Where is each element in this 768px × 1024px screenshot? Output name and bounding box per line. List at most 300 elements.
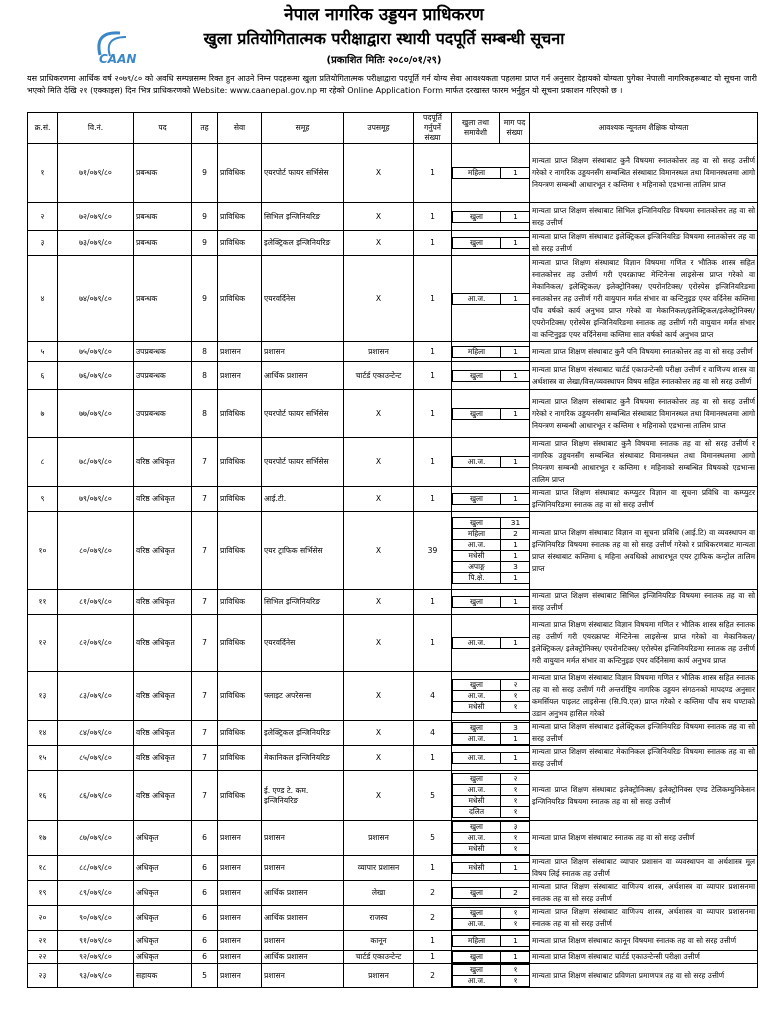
category-name: आ.ज. <box>453 753 501 764</box>
qualification-cell: मान्यता प्राप्त शिक्षण संस्थाबाट वाणिज्य शास्त्र, अर्थशास्त्र वा व्यापार प्रशासनमा स्नातक तह वा सो सरह उत्तीर्ण <box>530 906 758 931</box>
table-row <box>28 881 758 906</box>
adv-no-cell: ८०/०७९/८० <box>58 512 134 590</box>
post-cell: अधिकृत <box>134 856 192 881</box>
level-cell: 7 <box>192 487 218 512</box>
table-row <box>28 721 758 746</box>
category-distribution <box>452 746 530 771</box>
category-distribution <box>452 964 530 988</box>
table-row <box>28 362 758 390</box>
category-count: 1 <box>501 370 530 381</box>
category-count: 1 <box>501 168 530 179</box>
category-count: 1 <box>501 863 530 874</box>
qualification-cell: मान्यता प्राप्त शिक्षण संस्थाबाट स्नातक तह वा सो सरह उत्तीर्ण <box>530 821 758 856</box>
total-cell: 1 <box>414 615 452 672</box>
total-cell: 1 <box>414 362 452 390</box>
qualification-cell: मान्यता प्राप्त शिक्षण संस्थाबाट विज्ञान वा सूचना प्रविधि (आई.टि) वा व्यवस्थापन वा इन्जिनियरिङ विषयमा स्नातक तह वा सो सरह उत्तीर्ण गरेको र प्राधिकरणबाट मान्यता प्राप्त संस्थाबाट कम्तिमा ६ महिना अवधिको आधारभूत एयर ट्राफिक कन्ट्रोल तालिम प्राप्त <box>530 512 758 590</box>
qualification-cell: मान्यता प्राप्त शिक्षण संस्थाबाट चार्टर्ड एकाउन्टेन्सी परीक्षा उत्तीर्ण <box>530 951 758 964</box>
serial-cell: ५ <box>28 342 58 362</box>
service-cell: प्रशासन <box>218 856 262 881</box>
adv-no-cell: ७९/०७९/८० <box>58 487 134 512</box>
category-count: १ <box>501 907 530 918</box>
category-distribution <box>452 487 530 512</box>
adv-no-cell: ७२/०७९/८० <box>58 203 134 231</box>
service-cell: प्रशासन <box>218 931 262 951</box>
category-count: 1 <box>501 573 530 584</box>
category-distribution <box>452 721 530 746</box>
table-row <box>28 203 758 231</box>
level-cell: 7 <box>192 746 218 771</box>
category-distribution <box>452 821 530 856</box>
category-name: आ.ज. <box>453 833 501 844</box>
col-level-header: तह <box>192 113 218 144</box>
subgroup-cell: X <box>344 231 414 256</box>
category-name: महिला <box>453 529 501 540</box>
category-name: खुला <box>453 494 501 505</box>
qualification-cell: मान्यता प्राप्त शिक्षण संस्थाबाट विज्ञान विषयमा गणित र भौतिक शास्त्र सहित स्नातक तह वा सो सरह उत्तीर्ण गरी अन्तर्राष्ट्रिय नागरिक उड्डयन संगठनको मापदण्ड अनुसार कमर्सियल पाइलट लाइसेन्स (सि.पि.एल) प्राप्त गरेको र कम्तिमा पाँच सय घण्टाको उडान अनुभव हासिल गरेको <box>530 672 758 721</box>
category-name: महिला <box>453 168 501 179</box>
table-header-row <box>28 113 758 144</box>
subgroup-cell: लेखा <box>344 881 414 906</box>
serial-cell: ९ <box>28 487 58 512</box>
total-cell: 1 <box>414 951 452 964</box>
level-cell: 7 <box>192 771 218 821</box>
qualification-cell: मान्यता प्राप्त शिक्षण संस्थाबाट मेकानिकल इन्जिनियरिङ विषयमा स्नातक तह वा सो सरह उत्तीर्ण <box>530 746 758 771</box>
category-count: १ <box>501 965 530 976</box>
category-count: 1 <box>501 753 530 764</box>
category-count: 1 <box>501 952 530 963</box>
category-count: 1 <box>501 293 530 304</box>
table-row <box>28 144 758 203</box>
post-cell: वरिष्ठ अधिकृत <box>134 746 192 771</box>
subgroup-cell: X <box>344 721 414 746</box>
category-count: 1 <box>501 238 530 249</box>
category-name: मधेसी <box>453 551 501 562</box>
category-name: दलित <box>453 807 501 818</box>
serial-cell: ८ <box>28 438 58 487</box>
category-name: खुला <box>453 518 501 529</box>
qualification-cell: मान्यता प्राप्त शिक्षण संस्थाबाट कुनै विषयमा स्नातकोत्तर तह वा सो सरह उत्तीर्ण गरेको र नागरिक उड्डयनसँग सम्बन्धित संस्थाबाट विमानस्थल तथा विमानस्थलमा आगो नियन्त्रण सम्बन्धी आधारभूत र कम्तिमा १ महिनाको एडभान्स तालिम प्राप्त <box>530 144 758 203</box>
serial-cell: २३ <box>28 964 58 988</box>
col-group-header: समूह <box>262 113 344 144</box>
vacancy-table <box>27 112 758 988</box>
subgroup-cell: राजस्व <box>344 906 414 931</box>
category-count: १ <box>501 807 530 818</box>
qualification-cell: मान्यता प्राप्त शिक्षण संस्थाबाट प्रविणता प्रमाणपत्र तह वा सो सरह उत्तीर्ण <box>530 964 758 988</box>
category-count: २ <box>501 774 530 785</box>
category-count: १ <box>501 796 530 807</box>
adv-no-cell: ८९/०७९/८० <box>58 881 134 906</box>
category-count: 1 <box>501 551 530 562</box>
total-cell: 5 <box>414 771 452 821</box>
serial-cell: ३ <box>28 231 58 256</box>
table-row <box>28 951 758 964</box>
category-distribution <box>452 144 530 203</box>
category-count: 1 <box>501 540 530 551</box>
service-cell: प्रशासन <box>218 362 262 390</box>
adv-no-cell: ७८/०७९/८० <box>58 438 134 487</box>
service-cell: प्रशासन <box>218 342 262 362</box>
category-count: १ <box>501 844 530 855</box>
subgroup-cell: X <box>344 615 414 672</box>
total-cell: 1 <box>414 590 452 615</box>
category-distribution <box>452 438 530 487</box>
level-cell: 7 <box>192 438 218 487</box>
category-distribution <box>452 390 530 438</box>
total-cell: 1 <box>414 231 452 256</box>
category-count: 1 <box>501 935 530 946</box>
group-cell: एयरपोर्ट फायर सर्भिसेस <box>262 144 344 203</box>
subgroup-cell: प्रशासन <box>344 342 414 362</box>
category-count: 1 <box>501 597 530 608</box>
category-name: खुला <box>453 370 501 381</box>
post-cell: वरिष्ठ अधिकृत <box>134 721 192 746</box>
col-adv-no-header: वि.नं. <box>58 113 134 144</box>
total-cell: 1 <box>414 203 452 231</box>
level-cell: 9 <box>192 203 218 231</box>
category-name: आ.ज. <box>453 785 501 796</box>
qualification-cell: मान्यता प्राप्त शिक्षण संस्थाबाट विज्ञान विषयमा गणित र भौतिक शास्त्र सहित स्नातक तह उत्तीर्ण गरी एयरक्राफ्ट मेन्टिनेन्स लाइसेन्स प्राप्त गरेको वा मेकानिकल/इलेक्ट्रिकल/ इलेक्ट्रोनिक्स/ एयरोनटिक्स/ एरोस्पेस इन्जिनियरिङमा स्नातक तह उत्तीर्ण गरी वायुयान मर्मत संभार वा कन्टिनुइङ एयर वर्दिनेसमा कार्य अनुभव प्राप्त <box>530 615 758 672</box>
subgroup-cell: प्रशासन <box>344 821 414 856</box>
post-cell: अधिकृत <box>134 951 192 964</box>
post-cell: अधिकृत <box>134 881 192 906</box>
category-distribution <box>452 342 530 362</box>
category-name: खुला <box>453 907 501 918</box>
group-cell: प्रशासन <box>262 342 344 362</box>
level-cell: 7 <box>192 512 218 590</box>
level-cell: 8 <box>192 362 218 390</box>
qualification-cell: मान्यता प्राप्त शिक्षण संस्थाबाट कुनै पनि विषयमा स्नातकोत्तर तह वा सो सरह उत्तीर्ण <box>530 342 758 362</box>
table-row <box>28 256 758 342</box>
total-cell: 4 <box>414 721 452 746</box>
group-cell: ई. एण्ड टे. कम. इन्जिनियरिङ <box>262 771 344 821</box>
level-cell: 8 <box>192 342 218 362</box>
category-count: १ <box>501 702 530 713</box>
category-name: मधेसी <box>453 863 501 874</box>
category-name: खुला <box>453 597 501 608</box>
service-cell: प्राविधिक <box>218 512 262 590</box>
category-distribution <box>452 771 530 821</box>
category-count: १ <box>501 785 530 796</box>
table-row <box>28 821 758 856</box>
adv-no-cell: ७१/०७९/८० <box>58 144 134 203</box>
category-name: मधेसी <box>453 702 501 713</box>
qualification-cell: मान्यता प्राप्त शिक्षण संस्थाबाट सिभिल इन्जिनियरिङ विषयमा स्नातकोत्तर तह वा सो सरह उत्तीर्ण <box>530 203 758 231</box>
total-cell: 1 <box>414 746 452 771</box>
table-row <box>28 390 758 438</box>
service-cell: प्राविधिक <box>218 438 262 487</box>
adv-no-cell: ८८/०७९/८० <box>58 856 134 881</box>
serial-cell: १४ <box>28 721 58 746</box>
group-cell: आर्थिक प्रशासन <box>262 881 344 906</box>
serial-cell: १० <box>28 512 58 590</box>
category-distribution <box>452 203 530 231</box>
group-cell: फ्लाइट अपरेसन्स <box>262 672 344 721</box>
total-cell: 4 <box>414 672 452 721</box>
col-total-header: पदपूर्ति गर्नुपर्ने संख्या <box>414 113 452 144</box>
table-row <box>28 672 758 721</box>
service-cell: प्राविधिक <box>218 672 262 721</box>
total-cell: 1 <box>414 256 452 342</box>
category-count: 1 <box>501 408 530 419</box>
category-name: महिला <box>453 346 501 357</box>
group-cell: आर्थिक प्रशासन <box>262 951 344 964</box>
post-cell: अधिकृत <box>134 931 192 951</box>
category-name: खुला <box>453 952 501 963</box>
subgroup-cell: X <box>344 144 414 203</box>
post-cell: वरिष्ठ अधिकृत <box>134 512 192 590</box>
serial-cell: ११ <box>28 590 58 615</box>
service-cell: प्राविधिक <box>218 231 262 256</box>
col-subgroup-header: उपसमूह <box>344 113 414 144</box>
serial-cell: २ <box>28 203 58 231</box>
total-cell: 1 <box>414 856 452 881</box>
published-date: (प्रकाशित मितिः २०८०/०१/२९) <box>326 55 442 66</box>
serial-cell: १९ <box>28 881 58 906</box>
category-count: 1 <box>501 494 530 505</box>
notice-subtitle: खुला प्रतियोगितात्मक परीक्षाद्वारा स्थायी पदपूर्ति सम्बन्धी सूचना <box>203 29 565 48</box>
serial-cell: ७ <box>28 390 58 438</box>
subgroup-cell: X <box>344 256 414 342</box>
category-name: खुला <box>453 211 501 222</box>
table-row <box>28 590 758 615</box>
col-demand-header: माग पद संख्या <box>500 113 530 144</box>
table-row <box>28 906 758 931</box>
table-row <box>28 231 758 256</box>
post-cell: वरिष्ठ अधिकृत <box>134 590 192 615</box>
category-distribution <box>452 512 530 590</box>
serial-cell: १२ <box>28 615 58 672</box>
service-cell: प्राविधिक <box>218 771 262 821</box>
adv-no-cell: ८४/०७९/८० <box>58 721 134 746</box>
qualification-cell: मान्यता प्राप्त शिक्षण संस्थाबाट कम्प्युटर विज्ञान वा सूचना प्रविधि वा कम्प्युटर इन्जिनियरिङमा स्नातक तह वा सो सरह उत्तीर्ण <box>530 487 758 512</box>
total-cell: 1 <box>414 931 452 951</box>
table-row <box>28 615 758 672</box>
adv-no-cell: ७४/०७९/८० <box>58 256 134 342</box>
level-cell: 7 <box>192 590 218 615</box>
category-name: पि.क्षे. <box>453 573 501 584</box>
qualification-cell: मान्यता प्राप्त शिक्षण संस्थाबाट वाणिज्य शास्त्र, अर्थशास्त्र वा व्यापार प्रशासनमा स्नातक तह वा सो सरह उत्तीर्ण <box>530 881 758 906</box>
post-cell: उपप्रबन्धक <box>134 390 192 438</box>
service-cell: प्राविधिक <box>218 256 262 342</box>
table-row <box>28 746 758 771</box>
post-cell: सहायक <box>134 964 192 988</box>
adv-no-cell: ८१/०७९/८० <box>58 590 134 615</box>
table-row <box>28 856 758 881</box>
level-cell: 9 <box>192 256 218 342</box>
table-row <box>28 438 758 487</box>
level-cell: 7 <box>192 615 218 672</box>
table-row <box>28 512 758 590</box>
total-cell: 2 <box>414 906 452 931</box>
qualification-cell: मान्यता प्राप्त शिक्षण संस्थाबाट सिभिल इन्जिनियरिङ विषयमा स्नातक तह वा सो सरह उत्तीर्ण <box>530 590 758 615</box>
category-name: आ.ज. <box>453 638 501 649</box>
subgroup-cell: X <box>344 487 414 512</box>
adv-no-cell: ९१/०७९/८० <box>58 931 134 951</box>
table-row <box>28 342 758 362</box>
level-cell: 6 <box>192 951 218 964</box>
level-cell: 9 <box>192 144 218 203</box>
category-distribution <box>452 615 530 672</box>
qualification-cell: मान्यता प्राप्त शिक्षण संस्थाबाट इलेक्ट्रोनिक्स/ इलेक्ट्रोनिक्स एण्ड टेलिकम्युनिकेसन इन्जिनियरिङ विषयमा स्नातक तह वा सो सरह उत्तीर्ण <box>530 771 758 821</box>
post-cell: प्रबन्धक <box>134 231 192 256</box>
group-cell: एयरपोर्ट फायर सर्भिसेस <box>262 390 344 438</box>
group-cell: मेकानिकल इन्जिनियरिङ <box>262 746 344 771</box>
serial-cell: १ <box>28 144 58 203</box>
qualification-cell: मान्यता प्राप्त शिक्षण संस्थाबाट कुनै विषयमा स्नातकोत्तर तह वा सो सरह उत्तीर्ण गरेको र नागरिक उड्डयनसँग सम्बन्धित संस्थाबाट विमानस्थल तथा विमानस्थलमा आगो नियन्त्रण सम्बन्धी आधारभूत र कम्तिमा १ महिनाको एडभान्स तालिम प्राप्त <box>530 390 758 438</box>
category-distribution <box>452 231 530 256</box>
category-distribution <box>452 906 530 931</box>
subgroup-cell: X <box>344 512 414 590</box>
post-cell: अधिकृत <box>134 906 192 931</box>
level-cell: 8 <box>192 390 218 438</box>
group-cell: प्रशासन <box>262 856 344 881</box>
category-count: 1 <box>501 638 530 649</box>
category-count: १ <box>501 833 530 844</box>
subgroup-cell: X <box>344 203 414 231</box>
col-service-header: सेवा <box>218 113 262 144</box>
level-cell: 6 <box>192 906 218 931</box>
category-distribution <box>452 590 530 615</box>
post-cell: वरिष्ठ अधिकृत <box>134 438 192 487</box>
group-cell: इलेक्ट्रिकल इन्जिनियरिङ <box>262 231 344 256</box>
group-cell: आर्थिक प्रशासन <box>262 906 344 931</box>
post-cell: उपप्रबन्धक <box>134 342 192 362</box>
group-cell: प्रशासन <box>262 821 344 856</box>
category-count: २ <box>501 680 530 691</box>
category-count: 2 <box>501 529 530 540</box>
qualification-cell: मान्यता प्राप्त शिक्षण संस्थाबाट इलेक्ट्रिकल इन्जिनियरिङ विषयमा स्नातकोत्तर तह वा सो सरह उत्तीर्ण <box>530 231 758 256</box>
total-cell: 1 <box>414 144 452 203</box>
adv-no-cell: ८२/०७९/८० <box>58 615 134 672</box>
table-row <box>28 487 758 512</box>
group-cell: आई.टी. <box>262 487 344 512</box>
category-name: महिला <box>453 935 501 946</box>
subgroup-cell: चार्टर्ड एकाउन्टेन्ट <box>344 951 414 964</box>
group-cell: एयरवर्दिनेस <box>262 256 344 342</box>
category-distribution <box>452 951 530 964</box>
total-cell: 1 <box>414 438 452 487</box>
service-cell: प्राविधिक <box>218 390 262 438</box>
category-name: आ.ज. <box>453 976 501 987</box>
category-name: मधेसी <box>453 796 501 807</box>
category-count: 31 <box>501 518 530 529</box>
post-cell: उपप्रबन्धक <box>134 362 192 390</box>
level-cell: 9 <box>192 231 218 256</box>
level-cell: 7 <box>192 672 218 721</box>
serial-cell: २१ <box>28 931 58 951</box>
group-cell: एयर ट्राफिक सर्भिसेस <box>262 512 344 590</box>
category-count: १ <box>501 976 530 987</box>
adv-no-cell: ८६/०७९/८० <box>58 771 134 821</box>
category-distribution <box>452 672 530 721</box>
category-name: खुला <box>453 774 501 785</box>
total-cell: 1 <box>414 487 452 512</box>
subgroup-cell: X <box>344 771 414 821</box>
adv-no-cell: ७५/०७९/८० <box>58 342 134 362</box>
service-cell: प्राविधिक <box>218 203 262 231</box>
group-cell: एयरवर्दिनेस <box>262 615 344 672</box>
adv-no-cell: ८३/०७९/८० <box>58 672 134 721</box>
level-cell: 6 <box>192 881 218 906</box>
adv-no-cell: ७३/०७९/८० <box>58 231 134 256</box>
category-distribution <box>452 362 530 390</box>
level-cell: 7 <box>192 721 218 746</box>
logo-text: CAAN <box>99 52 137 65</box>
category-name: खुला <box>453 238 501 249</box>
serial-cell: २० <box>28 906 58 931</box>
service-cell: प्राविधिक <box>218 615 262 672</box>
total-cell: 2 <box>414 881 452 906</box>
subgroup-cell: कानून <box>344 931 414 951</box>
adv-no-cell: ७७/०७९/८० <box>58 390 134 438</box>
adv-no-cell: ९२/०७९/८० <box>58 951 134 964</box>
qualification-cell: मान्यता प्राप्त शिक्षण संस्थाबाट कानून विषयमा स्नातक तह वा सो सरह उत्तीर्ण <box>530 931 758 951</box>
service-cell: प्राविधिक <box>218 487 262 512</box>
subgroup-cell: X <box>344 672 414 721</box>
table-row <box>28 931 758 951</box>
group-cell: आर्थिक प्रशासन <box>262 362 344 390</box>
category-name: आ.ज. <box>453 540 501 551</box>
qualification-cell: मान्यता प्राप्त शिक्षण संस्थाबाट इलेक्ट्रिकल इन्जिनियरिङ विषयमा स्नातक तह वा सो सरह उत्तीर्ण <box>530 721 758 746</box>
subgroup-cell: व्यापार प्रशासन <box>344 856 414 881</box>
service-cell: प्रशासन <box>218 951 262 964</box>
qualification-cell: मान्यता प्राप्त शिक्षण संस्थाबाट चार्टर्ड एकाउन्टेन्सी परीक्षा उत्तीर्ण र वाणिज्य शास्त्र वा अर्थशास्त्र वा लेखा/वित्त/व्यवस्थापन विषय सहित स्नातकोत्तर तह वा सो सरह उत्तीर्ण <box>530 362 758 390</box>
category-count: 3 <box>501 722 530 733</box>
category-name: खुला <box>453 888 501 899</box>
serial-cell: १८ <box>28 856 58 881</box>
category-name: आ.ज. <box>453 457 501 468</box>
category-distribution <box>452 256 530 342</box>
category-name: खुला <box>453 722 501 733</box>
category-name: खुला <box>453 408 501 419</box>
category-count: 1 <box>501 211 530 222</box>
category-name: आ.ज. <box>453 293 501 304</box>
group-cell: सिभिल इन्जिनियरिङ <box>262 590 344 615</box>
level-cell: 6 <box>192 856 218 881</box>
service-cell: प्राविधिक <box>218 746 262 771</box>
category-name: आ.ज. <box>453 918 501 929</box>
category-name: आ.ज. <box>453 691 501 702</box>
qualification-cell: मान्यता प्राप्त शिक्षण संस्थाबाट कुनै विषयमा स्नातक तह वा सो सरह उत्तीर्ण र नागरिक उड्डयनसँग सम्बन्धित संस्थाबाट विमानस्थल तथा विमानस्थलमा आगो नियन्त्रण सम्बन्धी आधारभूत र कम्तिमा १ महिनाको सम्बन्धित विषयको एडभान्स तालिम प्राप्त <box>530 438 758 487</box>
adv-no-cell: ९३/०७९/८० <box>58 964 134 988</box>
post-cell: प्रबन्धक <box>134 144 192 203</box>
category-distribution <box>452 881 530 906</box>
total-cell: 1 <box>414 390 452 438</box>
category-count: 3 <box>501 562 530 573</box>
service-cell: प्रशासन <box>218 821 262 856</box>
category-count: 2 <box>501 888 530 899</box>
post-cell: वरिष्ठ अधिकृत <box>134 672 192 721</box>
serial-cell: १७ <box>28 821 58 856</box>
category-name: अपाङ्ग <box>453 562 501 573</box>
group-cell: इलेक्ट्रिकल इन्जिनियरिङ <box>262 721 344 746</box>
serial-cell: १६ <box>28 771 58 821</box>
category-count: 1 <box>501 457 530 468</box>
service-cell: प्राविधिक <box>218 721 262 746</box>
category-name: मधेसी <box>453 844 501 855</box>
qualification-cell: मान्यता प्राप्त शिक्षण संस्थाबाट विज्ञान विषयमा गणित र भौतिक शास्त्र सहित स्नातकोत्तर तह उत्तीर्ण गरी एयरक्राफ्ट मेन्टिनेन्स लाइसेन्स प्राप्त गरेको वा मेकानिकल/ इलेक्ट्रिकल/ इलेक्ट्रोनिक्स/ एयरोनटिक्स/ एरोस्पेस इन्जिनियरिङमा स्नातकोत्तर तह उत्तीर्ण गरी वायुयान मर्मत संभार वा कन्टिनुइङ एयर वर्दिनेस कम्तिमा पाँच वर्षको कार्य अनुभव प्राप्त गरेको वा मेकानिकल/इलेक्ट्रिकल/इलेक्ट्रोनिक्स/ एयरोनटिक्स/ एरोस्पेस इन्जिनियरिङमा स्नातक तह उत्तीर्ण गरी वायुयान मर्मत संभार वा कन्टिनुइङ एयर वर्दिनेसमा कम्तिमा सात वर्षको कार्य अनुभव प्राप्त <box>530 256 758 342</box>
qualification-cell: मान्यता प्राप्त शिक्षण संस्थाबाट व्यापार प्रशासन वा व्यवस्थापन वा अर्थशास्त्र मूल विषय लिई स्नातक तह उत्तीर्ण <box>530 856 758 881</box>
adv-no-cell: ८७/०७९/८० <box>58 821 134 856</box>
adv-no-cell: ८५/०७९/८० <box>58 746 134 771</box>
total-cell: 1 <box>414 342 452 362</box>
intro-paragraph: यस प्राधिकरणमा आर्थिक वर्ष २०७९/८० को अवधि सम्पन्नसम्म रिक्त हुन आउने निम्न पदहरूमा खुला प्रतियोगितात्मक परीक्षाद्वारा पदपूर्ति गर्न योग्य सेवा आवश्यकता पहलमा प्राप्त गर्न अनुसार देहायको योग्यता पुगेका नेपाली नागरिकहरूबाट यो सूचना जारी भएको मिति देखि २१ (एक्काइस) दिन भित्र प्राधिकरणको Website: www.caanepal.gov.np मा रहेको Online Application Form मार्फत दरखास्त फारम भर्नुहुन यो सूचना प्रकाशन गरिएको छ । <box>27 74 757 95</box>
adv-no-cell: ९०/०७९/८० <box>58 906 134 931</box>
service-cell: प्राविधिक <box>218 590 262 615</box>
total-cell: 39 <box>414 512 452 590</box>
table-row <box>28 964 758 988</box>
page-title: नेपाल नागरिक उड्डयन प्राधिकरण <box>284 5 484 25</box>
